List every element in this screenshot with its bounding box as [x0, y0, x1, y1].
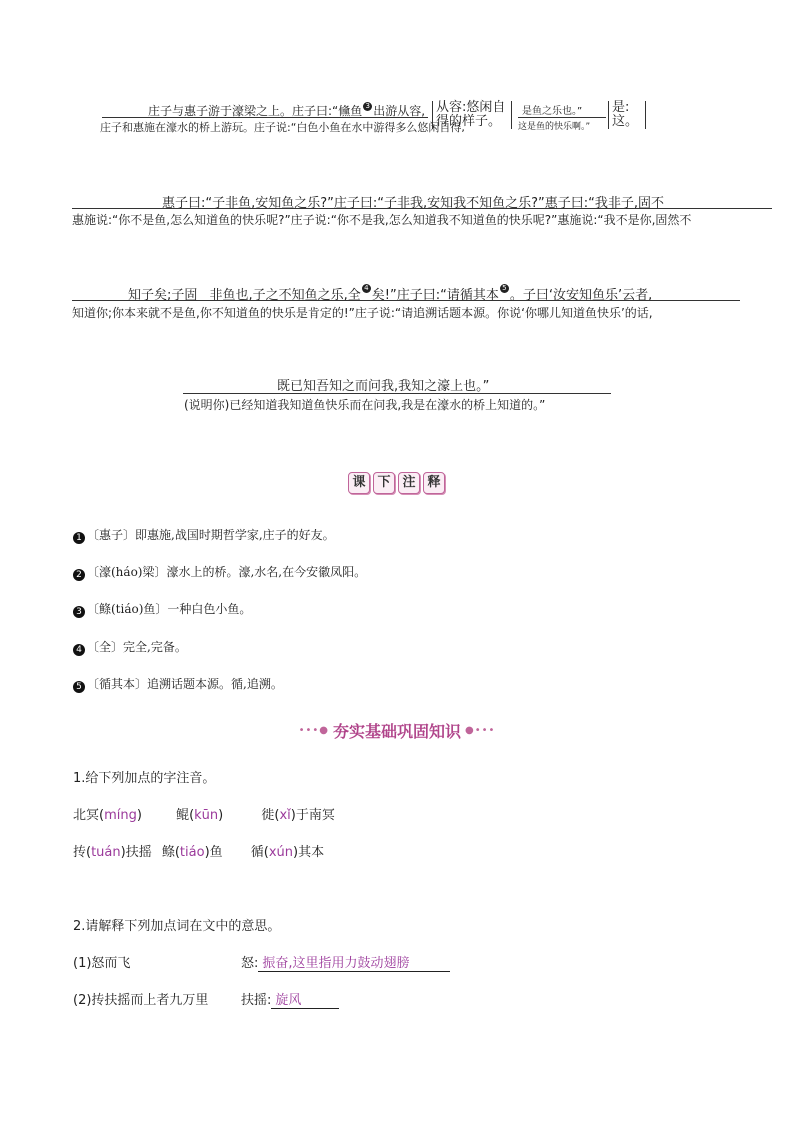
orig-segment: 非鱼也,子之不知鱼之乐,全 — [209, 288, 361, 303]
pinyin-item — [162, 845, 223, 860]
word: 鲲( — [176, 808, 195, 823]
note-text: 〔濠(háo)梁〕濠水上的桥。濠,水名,在今安徽凤阳。 — [87, 565, 367, 579]
word-label: 怒: — [241, 956, 259, 971]
note-text: 〔鲦(tiáo)鱼〕一种白色小鱼。 — [87, 602, 252, 616]
banner-dots-left: •••● — [298, 724, 329, 736]
word: 抟( — [73, 845, 92, 860]
banner-dots-right: ●••• — [465, 724, 496, 736]
pinyin-answer: xǐ — [279, 808, 291, 823]
note-number: 2 — [73, 569, 85, 581]
banner-title: 夯实基础巩固知识 — [332, 721, 461, 741]
answer-blank: 振奋,这里指用力鼓动翅膀 — [258, 952, 450, 972]
note-item-3 — [73, 600, 251, 618]
passage-line1-translation-end: 这是鱼的快乐啊。” — [518, 122, 591, 132]
divider-line — [183, 393, 611, 394]
answer-blank: 旋风 — [271, 989, 339, 1009]
divider-line — [72, 300, 740, 301]
pinyin-item — [73, 808, 142, 823]
word-close: )扶摇 — [120, 845, 152, 860]
word: 徙( — [261, 808, 280, 823]
phrase: (1)怒而飞 — [73, 956, 131, 971]
word-label: 扶摇: — [241, 993, 272, 1008]
question-1-row-1 — [73, 804, 335, 823]
question-2-item-2 — [73, 989, 339, 1009]
note-number: 1 — [73, 532, 85, 544]
note-number: 4 — [73, 644, 85, 656]
passage-line1-translation: 庄子和惠施在濠水的桥上游玩。庄子说:“白色小鱼在水中游得多么悠闲自得, — [100, 121, 465, 134]
title-char: 注 — [398, 472, 420, 494]
pinyin-item — [176, 808, 223, 823]
pinyin-answer: míng — [104, 808, 137, 823]
orig-segment: 之上。庄子曰:“儵鱼 — [256, 104, 363, 118]
divider-line — [102, 117, 428, 118]
pinyin-item — [251, 845, 324, 860]
notes-section-title — [348, 472, 445, 494]
orig-segment: 知子矣;子固 — [128, 288, 198, 303]
title-char: 下 — [373, 472, 395, 494]
note-item-1 — [73, 526, 335, 544]
phrase: (2)抟扶摇而上者九万里 — [73, 993, 209, 1008]
passage-line4-original: 既已知吾知之而问我,我知之濠上也。” — [277, 379, 490, 394]
question-2-item-1 — [73, 952, 450, 972]
note-number: 5 — [73, 681, 85, 693]
divider-line — [518, 117, 606, 118]
word: 鲦( — [161, 845, 180, 860]
pinyin-item — [261, 808, 334, 823]
pinyin-answer: xún — [268, 845, 294, 860]
word-close: )于南冥 — [290, 808, 335, 823]
passage-line1-original-end: 是鱼之乐也。” — [522, 106, 583, 117]
passage-line4-translation: (说明你)已经知道我知道鱼快乐而在问我,我是在濠水的桥上知道的。” — [184, 398, 546, 412]
note-item-5 — [73, 675, 283, 693]
title-char: 释 — [423, 472, 445, 494]
note-marker: 3 — [363, 102, 372, 111]
word: 北冥( — [73, 808, 105, 823]
word-close: ) — [136, 808, 142, 823]
note-item-4 — [73, 638, 187, 656]
pinyin-item — [73, 845, 152, 860]
orig-segment: 矣!”庄子曰:“请循其本 — [371, 288, 499, 303]
pinyin-answer: tiáo — [179, 845, 205, 860]
note-marker: 4 — [362, 284, 371, 293]
note-marker: 5 — [500, 284, 509, 293]
word-close: )鱼 — [204, 845, 223, 860]
word-close: )其本 — [293, 845, 325, 860]
passage-line2-original: 惠子曰:“子非鱼,安知鱼之乐?”庄子曰:“子非我,安知我不知鱼之乐?”惠子曰:“我非子,固不 — [162, 196, 665, 211]
title-char: 课 — [348, 472, 370, 494]
gloss-box-congrong: 从容:悠闲自得的样子。 — [432, 101, 512, 129]
orig-segment: 庄子与惠子游于濠梁 — [148, 104, 257, 118]
pinyin-answer: tuán — [91, 845, 121, 860]
pinyin-answer: kūn — [194, 808, 219, 823]
question-1-row-2 — [73, 841, 324, 860]
divider-line — [72, 208, 772, 209]
question-2-title: 2.请解释下列加点词在文中的意思。 — [73, 919, 281, 934]
note-item-2 — [73, 563, 366, 581]
passage-line3-translation: 知道你;你本来就不是鱼,你不知道鱼的快乐是肯定的!”庄子说:“请追溯话题本源。你说‘你哪儿知道鱼快乐’的话, — [72, 306, 653, 320]
note-text: 〔全〕完全,完备。 — [87, 640, 187, 654]
note-text: 〔惠子〕即惠施,战国时期哲学家,庄子的好友。 — [87, 528, 335, 542]
note-number: 3 — [73, 606, 85, 618]
note-text: 〔循其本〕追溯话题本源。循,追溯。 — [87, 677, 283, 691]
question-1-title: 1.给下列加点的字注音。 — [73, 771, 216, 786]
gloss-box-shi: 是:这。 — [608, 101, 646, 129]
word: 循( — [250, 845, 269, 860]
orig-segment: 出游从容, — [373, 104, 426, 118]
section-banner — [290, 720, 504, 740]
orig-segment: 。子曰‘汝安知鱼乐’云者, — [509, 288, 653, 303]
word-close: ) — [218, 808, 224, 823]
passage-line2-translation: 惠施说:“你不是鱼,怎么知道鱼的快乐呢?”庄子说:“你不是我,怎么知道我不知道鱼的快乐呢?”惠施说:“我不是你,固然不 — [72, 213, 692, 227]
